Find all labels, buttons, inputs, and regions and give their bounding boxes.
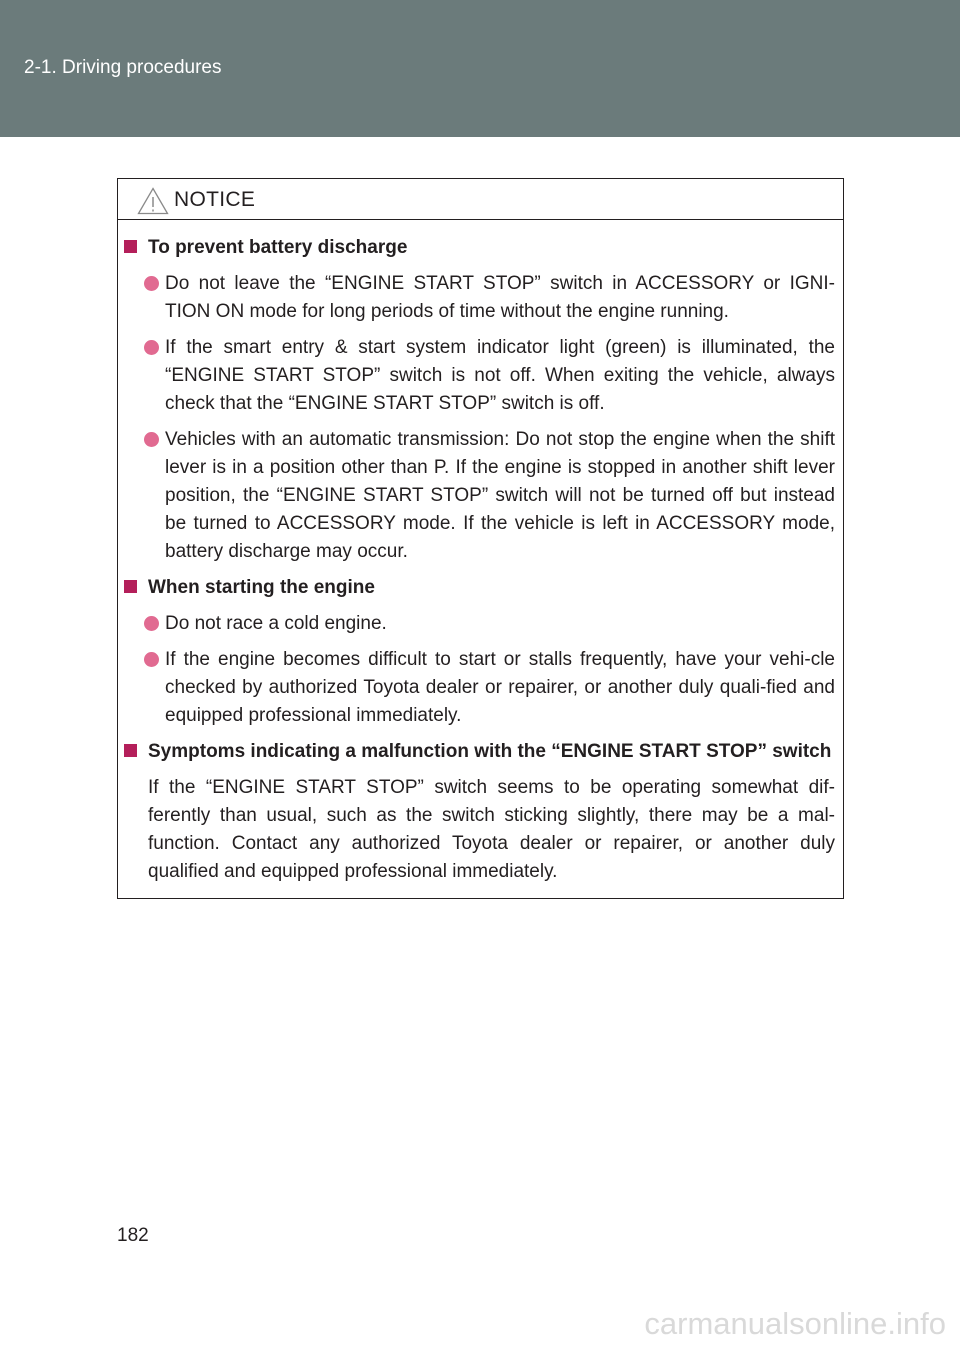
list-item-text: If the engine becomes difficult to start or stalls frequently, have your vehi-cle checked by authorized Toyota dealer or repairer, or another duly quali-fied and equipped professional immediately.: [165, 649, 835, 726]
section-heading-text: Symptoms indicating a malfunction with the “ENGINE START STOP” switch: [148, 741, 832, 762]
list-item-text: Do not leave the “ENGINE START STOP” switch in ACCESSORY or IGNI-TION ON mode for long periods of time without the engine running.: [165, 273, 835, 322]
section-heading-text: To prevent battery discharge: [148, 237, 408, 258]
notice-body: [118, 220, 843, 886]
notice-box: [117, 178, 844, 899]
list-item-text: Vehicles with an automatic transmission: Do not stop the engine when the shift lever is in a position other than P. If the engine is stopped in another shift lever position, the “ENGINE START STOP” switch will not be turned off but instead be turned to ACCESSORY mode. If the vehicle is left in ACCESSORY mode, battery discharge may occur.: [165, 429, 835, 562]
list-item: [124, 334, 835, 418]
square-bullet-icon: [124, 240, 137, 253]
section-heading: [124, 574, 835, 602]
warning-triangle-icon: [137, 187, 169, 215]
list-item-text: Do not race a cold engine.: [165, 613, 387, 634]
list-item: [124, 426, 835, 566]
square-bullet-icon: [124, 580, 137, 593]
watermark[interactable]: carmanualsonline.info: [644, 1306, 946, 1341]
page-header: [0, 0, 960, 137]
circle-bullet-icon: [144, 616, 159, 631]
list-item-text: If the smart entry & start system indicator light (green) is illuminated, the “ENGINE START STOP” switch is not off. When exiting the vehicle, always check that the “ENGINE START STOP” switch is off.: [165, 337, 835, 414]
section-heading: [124, 738, 835, 766]
notice-header: [118, 179, 843, 220]
circle-bullet-icon: [144, 652, 159, 667]
page-number: 182: [117, 1225, 149, 1246]
section-heading: [124, 234, 835, 262]
list-item: [124, 270, 835, 326]
circle-bullet-icon: [144, 340, 159, 355]
paragraph: If the “ENGINE START STOP” switch seems to be operating somewhat dif-ferently than usual, such as the switch sticking slightly, there may be a mal-function. Contact any authorized Toyota dealer or repairer, or another duly qualified and equipped professional immediately.: [148, 777, 835, 882]
circle-bullet-icon: [144, 432, 159, 447]
square-bullet-icon: [124, 744, 137, 757]
section-heading-text: When starting the engine: [148, 577, 375, 598]
list-item: [124, 610, 835, 638]
notice-label: NOTICE: [174, 188, 256, 211]
list-item: [124, 646, 835, 730]
section-title: 2-1. Driving procedures: [24, 57, 222, 78]
circle-bullet-icon: [144, 276, 159, 291]
